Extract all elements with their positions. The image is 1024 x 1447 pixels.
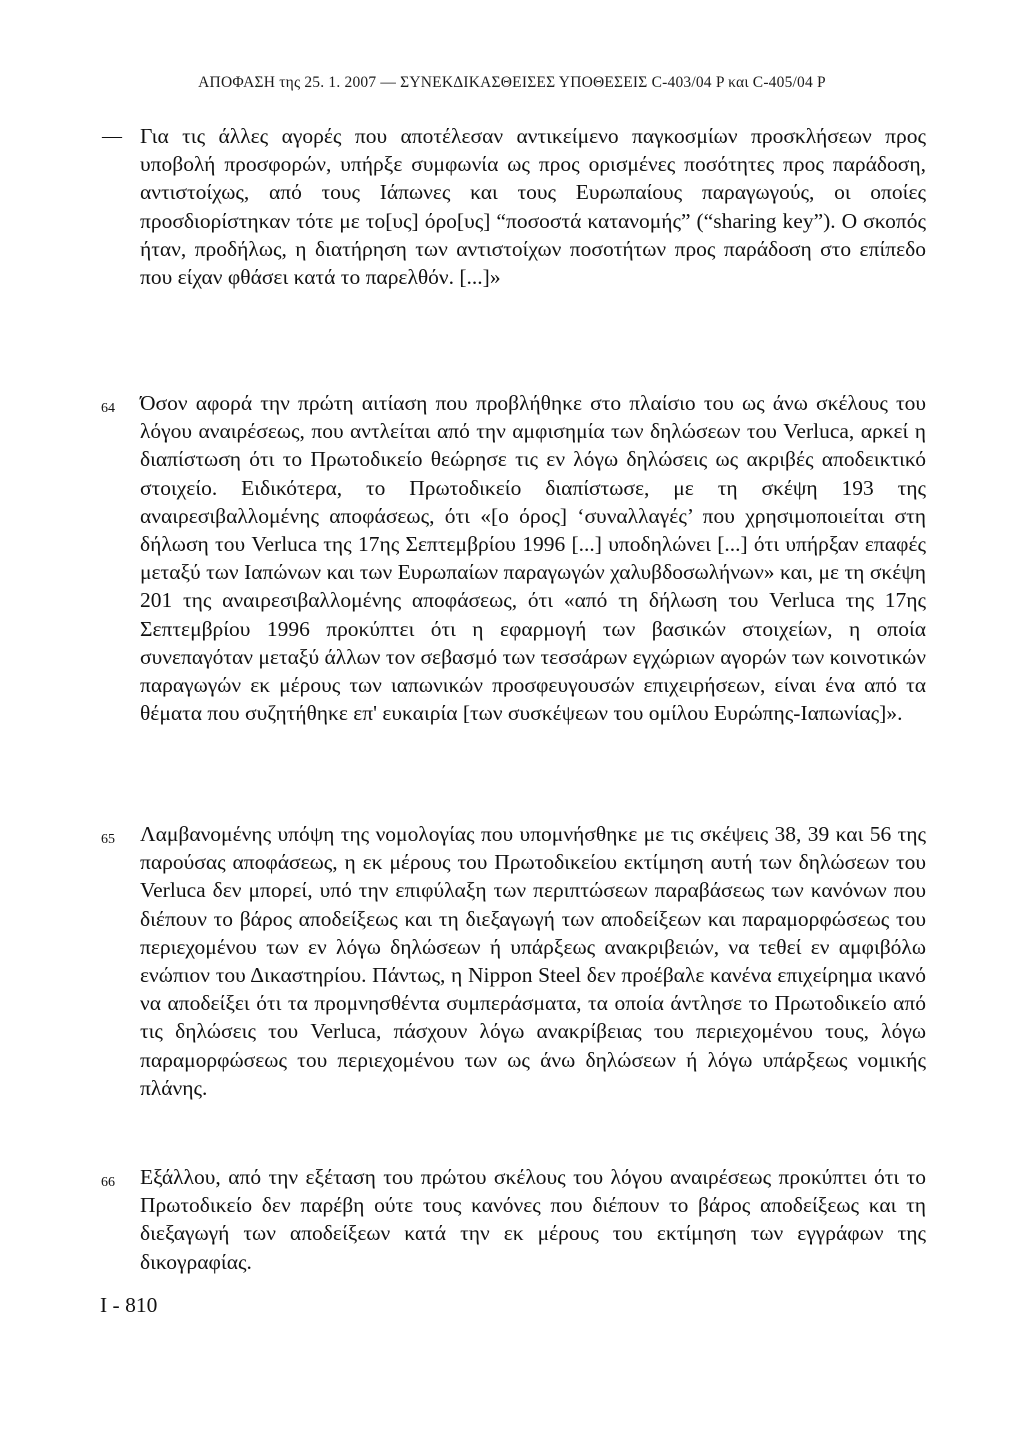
running-header: ΑΠΟΦΑΣΗ της 25. 1. 2007 — ΣΥΝΕΚΔΙΚΑΣΘΕΙΣΕΣ ΥΠΟΘΕΣΕΙΣ C-403/04 P και C-405/04 P: [198, 74, 826, 91]
paragraph-number: 65: [101, 832, 115, 847]
paragraph-text: Λαμβανομένης υπόψη της νομολογίας που υπομνήσθηκε με τις σκέψεις 38, 39 και 56 της παρούσας αποφάσεως, η εκ μέρους του Πρωτοδικείου εκτίμηση αυτή των δηλώσεων του Verluca δεν μπορεί, υπό την επιφύλαξη των περιπτώσεων παραβάσεως των κανόνων που διέπουν το βάρος αποδείξεως και τη διεξαγωγή των αποδείξεων και παραμορφώσεως του περιεχομένου των εν λόγω δηλώσεων ή υπάρξεως ανακριβειών, να τεθεί εν αμφιβόλω ενώπιον του Δικαστηρίου. Πάντως, η Nippon Steel δεν προέβαλε κανένα επιχείρημα ικανό να αποδείξει ότι τα προμνησθέντα συμπεράσματα, τα οποία άντλησε το Πρωτοδικείο από τις δηλώσεις του Verluca, πάσχουν λόγω ανακρίβειας του περιεχομένου τους, λόγω παραμορφώσεως του περιεχομένου των ως άνω δηλώσεων ή λόγω υπάρξεως νομικής πλάνης.: [140, 822, 926, 1100]
paragraph-text: Όσον αφορά την πρώτη αιτίαση που προβλήθηκε στο πλαίσιο του ως άνω σκέλους του λόγου αναιρέσεως, που αντλείται από την αμφισημία των δηλώσεων του Verluca, αρκεί η διαπίστωση ότι το Πρωτοδικείο θεώρησε τις εν λόγω δηλώσεις ως ακριβές αποδεικτικό στοιχείο. Ειδικότερα, το Πρωτοδικείο διαπίστωσε, με τη σκέψη 193 της αναιρεσιβαλλομένης αποφάσεως, ότι «[ο όρος] ‘συναλλαγές’ που χρησιμοποιείται στη δήλωση του Verluca της 17ης Σεπτεμβρίου 1996 [...] υποδηλώνει [...] ότι υπήρξαν επαφές μεταξύ των Ιαπώνων και των Ευρωπαίων παραγωγών χαλυβδοσωλήνων» και, με τη σκέψη 201 της αναιρεσιβαλλομένης αποφάσεως, ότι «από τη δήλωση του Verluca της 17ης Σεπτεμβρίου 1996 προκύπτει ότι η εφαρμογή των βασικών στοιχείων, η οποία συνεπαγόταν μεταξύ άλλων τον σεβασμό των τεσσάρων εγχώριων αγορών των κοινοτικών παραγωγών εκ μέρους των ιαπωνικών προσφευγουσών επιχειρήσεων, είναι ένα από τα θέματα που συζητήθηκε επ' ευκαιρία [των συσκέψεων του ομίλου Ευρώπης-Ιαπωνίας]».: [140, 391, 926, 726]
paragraph-text: Εξάλλου, από την εξέταση του πρώτου σκέλους του λόγου αναιρέσεως προκύπτει ότι το Πρωτοδικείο δεν παρέβη ούτε τους κανόνες που διέπουν το βάρος αποδείξεως και τη διεξαγωγή των αποδείξεων κατά την εκ μέρους του εκτίμηση των εγγράφων της δικογραφίας.: [140, 1165, 926, 1274]
paragraph-65: [101, 820, 926, 1102]
dash-marker: —: [102, 125, 122, 147]
quoted-text: Για τις άλλες αγορές που αποτέλεσαν αντικείμενο παγκοσμίων προσκλήσεων προς υποβολή προσφορών, υπήρξε συμφωνία ως προς ορισμένες ποσότητες προς παράδοση, αντιστοίχως, από τους Ιάπωνες και τους Ευρωπαίους παραγωγούς, οι οποίες προσδιορίστηκαν τότε με το[υς] όρο[υς] “ποσοστά κατανομής” (“sharing key”). Ο σκοπός ήταν, προδήλως, η διατήρηση των αντιστοίχων ποσοτήτων προς παράδοση στο επίπεδο που είχαν φθάσει κατά το παρελθόν. [...]»: [140, 124, 926, 290]
page-number: I - 810: [100, 1293, 158, 1317]
paragraph-number: 64: [101, 401, 115, 416]
paragraph-66: [101, 1163, 926, 1276]
paragraph-number: 66: [101, 1175, 115, 1190]
paragraph-64: [101, 389, 926, 727]
quoted-list-item: [102, 122, 926, 291]
